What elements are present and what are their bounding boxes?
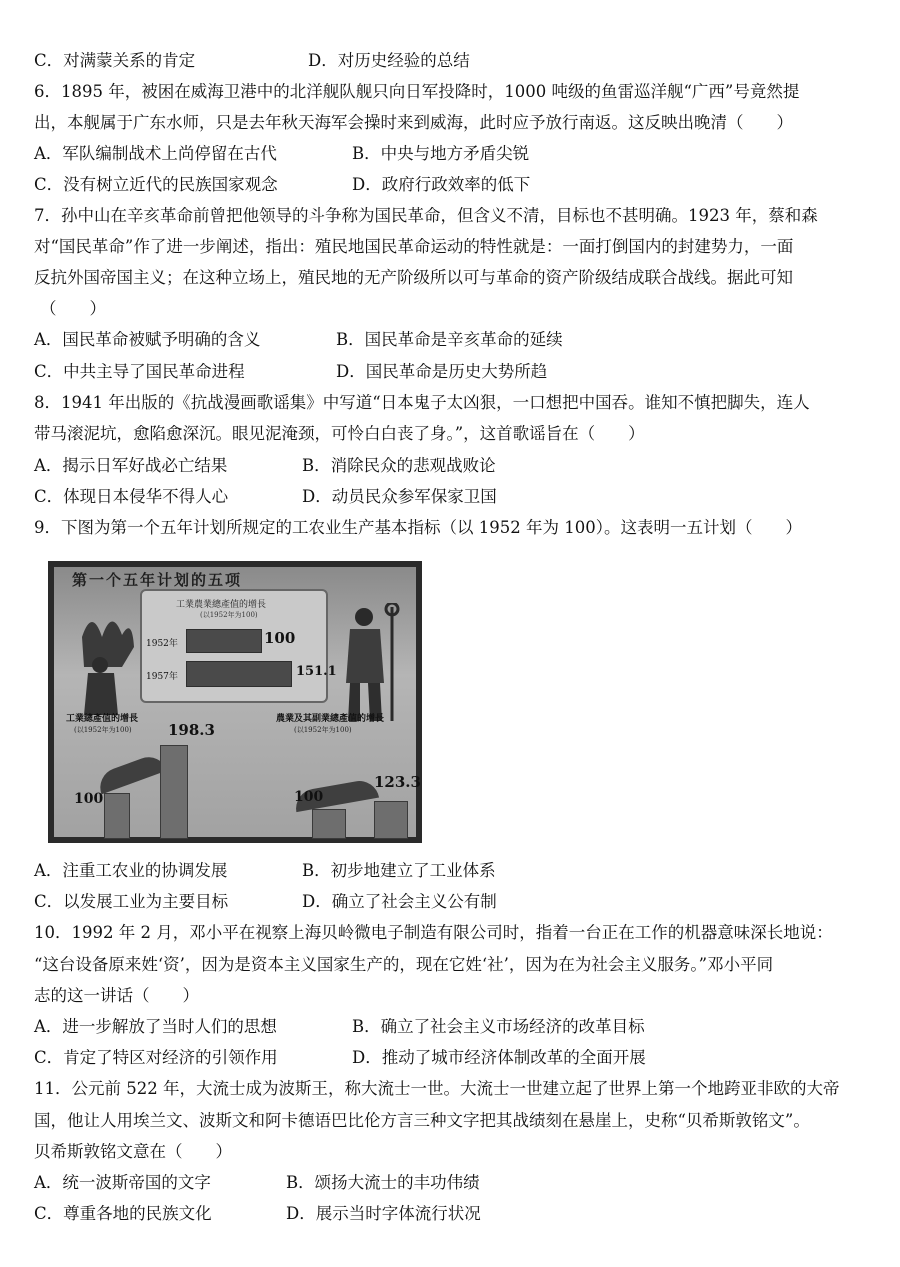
question-text-line: 8．1941 年出版的《抗战漫画歌谣集》中写道“日本鬼子太凶狠，一口想把中国吞。谁知不慎把脚失，连人 bbox=[34, 393, 810, 412]
answer-option: D．确立了社会主义公有制 bbox=[302, 892, 497, 911]
answer-option: C．没有树立近代的民族国家观念 bbox=[34, 175, 278, 194]
question-text-line: 国，他让人用埃兰文、波斯文和阿卡德语巴比伦方言三种文字把其战绩刻在悬崖上，史称“贝希斯敦铭文”。 bbox=[34, 1111, 810, 1130]
agriculture-column-base bbox=[312, 809, 346, 839]
answer-option: A．国民革命被赋予明确的含义 bbox=[34, 330, 261, 349]
answer-option: D．国民革命是历史大势所趋 bbox=[336, 362, 548, 381]
question-text-line: 志的这一讲话（ ） bbox=[34, 986, 199, 1005]
value-1957: 151.1 bbox=[296, 664, 337, 679]
question-text-line: 6．1895 年，被困在威海卫港中的北洋舰队舰只向日军投降时，1000 吨级的鱼雷巡洋舰“广西”号竟然提 bbox=[34, 82, 800, 101]
answer-option: B．消除民众的悲观战败论 bbox=[302, 456, 496, 475]
answer-option: A．统一波斯帝国的文字 bbox=[34, 1173, 211, 1192]
industry-column-growth bbox=[160, 745, 188, 839]
answer-option: A．军队编制战术上尚停留在古代 bbox=[34, 144, 277, 163]
agriculture-value-base: 100 bbox=[294, 789, 324, 805]
question-text-line: 11．公元前 522 年，大流士成为波斯王，称大流士一世。大流士一世建立起了世界上第一个地跨亚非欧的大帝 bbox=[34, 1079, 840, 1098]
total-output-title: 工業農業總產值的增長 bbox=[176, 600, 267, 610]
agriculture-output-subtitle: (以1952年为100) bbox=[294, 726, 352, 734]
answer-option: B．初步地建立了工业体系 bbox=[302, 861, 496, 880]
bar-1957 bbox=[186, 661, 292, 687]
industry-column-base bbox=[104, 793, 130, 839]
row-label-1952: 1952年 bbox=[146, 639, 178, 649]
industry-growth-arrow bbox=[95, 752, 168, 795]
answer-option: C．以发展工业为主要目标 bbox=[34, 892, 229, 911]
bar-1952 bbox=[186, 629, 262, 653]
agriculture-output-title: 農業及其副業總產值的增長 bbox=[276, 714, 385, 724]
answer-option: D．展示当时字体流行状况 bbox=[286, 1204, 481, 1223]
answer-option: A．揭示日军好战必亡结果 bbox=[34, 456, 228, 475]
total-output-subtitle: (以1952年为100) bbox=[200, 611, 258, 619]
value-1952: 100 bbox=[264, 629, 296, 647]
answer-option: C．中共主导了国民革命进程 bbox=[34, 362, 245, 381]
question-text-line: 10．1992 年 2 月，邓小平在视察上海贝岭微电子制造有限公司时，指着一台正在工作的机器意味深长地说： bbox=[34, 923, 833, 942]
agriculture-output-panel bbox=[250, 709, 421, 841]
poster-background bbox=[54, 567, 421, 837]
worker-figure-icon bbox=[334, 603, 408, 723]
question-text-line: 9．下图为第一个五年计划所规定的工农业生产基本指标（以 1952 年为 100）。这表明一五计划（ ） bbox=[34, 518, 802, 537]
industry-value-growth: 198.3 bbox=[168, 721, 215, 739]
answer-option: D．动员民众参军保家卫国 bbox=[302, 487, 497, 506]
question-text-line: 出，本舰属于广东水师，只是去年秋天海军会操时来到威海，此时应予放行南返。这反映出晚清（ ） bbox=[34, 113, 793, 132]
answer-option: C．肯定了特区对经济的引领作用 bbox=[34, 1048, 278, 1067]
five-year-plan-poster bbox=[48, 561, 422, 843]
answer-option: B．颂扬大流士的丰功伟绩 bbox=[286, 1173, 480, 1192]
question-text-line: “这台设备原来姓‘资’，因为是资本主义国家生产的，现在它姓‘社’，因为在为社会主义服务。”邓小平同 bbox=[34, 955, 774, 974]
industry-output-panel bbox=[56, 709, 216, 841]
row-label-1957: 1957年 bbox=[146, 672, 178, 682]
question-text-line: 带马滚泥坑，愈陷愈深沉。眼见泥淹颈，可怜白白丧了身。”，这首歌谣旨在（ ） bbox=[34, 424, 645, 443]
agriculture-column-growth bbox=[374, 801, 408, 839]
industry-output-subtitle: (以1952年为100) bbox=[74, 726, 132, 734]
farmer-figure-icon bbox=[62, 607, 140, 717]
answer-option: C．对满蒙关系的肯定 bbox=[34, 51, 196, 70]
agriculture-value-growth: 123.3 bbox=[374, 773, 421, 791]
question-text-line: 贝希斯敦铭文意在（ ） bbox=[34, 1142, 232, 1161]
question-text-line: （ ） bbox=[40, 299, 106, 318]
answer-option: D．对历史经验的总结 bbox=[308, 51, 470, 70]
question-text-line: 对“国民革命”作了进一步阐述，指出：殖民地国民革命运动的特性就是：一面打倒国内的封建势力，一面 bbox=[34, 237, 794, 256]
industry-output-title: 工業總產值的增長 bbox=[66, 714, 139, 724]
answer-option: A．进一步解放了当时人们的思想 bbox=[34, 1017, 277, 1036]
answer-option: B．中央与地方矛盾尖锐 bbox=[352, 144, 530, 163]
total-output-panel bbox=[140, 589, 337, 703]
poster-title: 第一个五年计划的五项 bbox=[72, 571, 243, 589]
answer-option: C．尊重各地的民族文化 bbox=[34, 1204, 212, 1223]
answer-option: D．政府行政效率的低下 bbox=[352, 175, 531, 194]
industry-value-base: 100 bbox=[74, 791, 104, 807]
answer-option: B．国民革命是辛亥革命的延续 bbox=[336, 330, 563, 349]
answer-option: B．确立了社会主义市场经济的改革目标 bbox=[352, 1017, 645, 1036]
answer-option: C．体现日本侵华不得人心 bbox=[34, 487, 229, 506]
question-text-line: 反抗外国帝国主义；在这种立场上，殖民地的无产阶级所以可与革命的资产阶级结成联合战线。据此可知 bbox=[34, 268, 793, 287]
answer-option: A．注重工农业的协调发展 bbox=[34, 861, 228, 880]
question-text-line: 7．孙中山在辛亥革命前曾把他领导的斗争称为国民革命，但含义不清，目标也不甚明确。1923 年，蔡和森 bbox=[34, 206, 818, 225]
answer-option: D．推动了城市经济体制改革的全面开展 bbox=[352, 1048, 646, 1067]
